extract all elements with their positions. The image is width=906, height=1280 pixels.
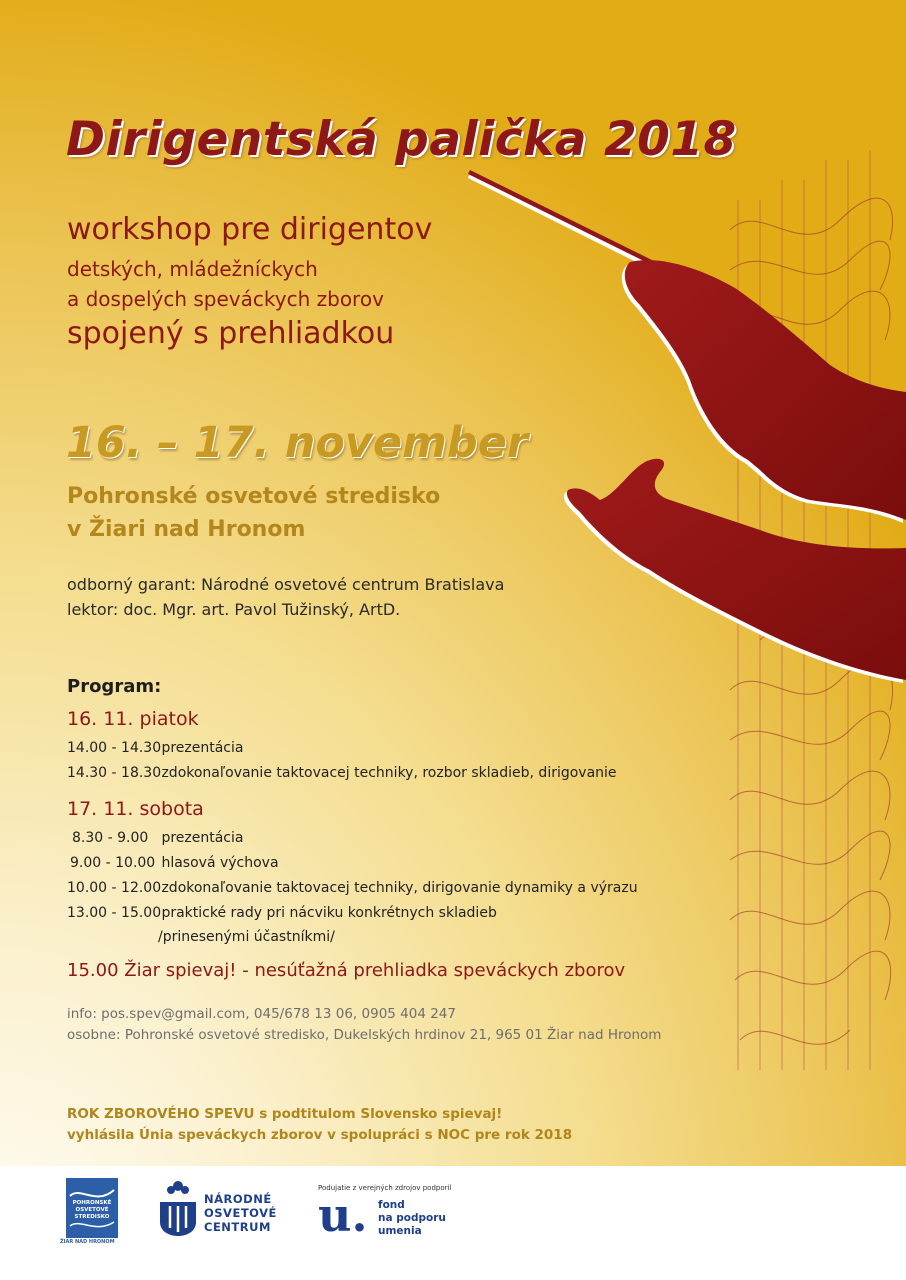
noc-emblem-icon bbox=[158, 1178, 198, 1238]
contact-info bbox=[67, 1004, 661, 1046]
fpu-logo-letter: u. bbox=[318, 1188, 368, 1242]
venue-line-1: Pohronské osvetové stredisko bbox=[67, 484, 441, 509]
schedule-text: zdokonaľovanie taktovacej techniky, rozbor skladieb, dirigovanie bbox=[161, 765, 617, 781]
year-announcement-line-2: vyhlásila Únia speváckych zborov v spolupráci s NOC pre rok 2018 bbox=[67, 1127, 573, 1143]
schedule-text: prezentácia bbox=[161, 740, 244, 756]
fpu-logo-line: na podporu bbox=[378, 1212, 446, 1224]
organizers bbox=[67, 572, 504, 622]
subtitle-line-3: a dospelých speváckych zborov bbox=[67, 287, 384, 311]
program-heading: Program: bbox=[67, 676, 162, 697]
pos-logo-text bbox=[68, 1200, 116, 1221]
schedule-row bbox=[67, 740, 243, 756]
venue-line-2: v Žiari nad Hronom bbox=[67, 517, 306, 542]
schedule-row bbox=[67, 905, 497, 921]
venue bbox=[67, 480, 440, 546]
day2-label: 17. 11. sobota bbox=[67, 798, 204, 820]
schedule-row bbox=[67, 880, 638, 896]
poster-title: Dirigentská palička 2018 bbox=[66, 112, 737, 167]
pos-logo-subtitle: ŽIAR NAD HRONOM bbox=[60, 1239, 115, 1245]
fpu-support-note: Podujatie z verejných zdrojov podporil bbox=[318, 1184, 452, 1192]
day1-label: 16. 11. piatok bbox=[67, 708, 199, 730]
garant-line: odborný garant: Národné osvetové centrum Bratislava bbox=[67, 575, 505, 594]
upper-arm bbox=[625, 260, 906, 520]
fpu-logo-text bbox=[378, 1199, 446, 1238]
noc-logo-line: OSVETOVÉ bbox=[204, 1206, 277, 1220]
fpu-logo-line: fond bbox=[378, 1199, 405, 1211]
final-event: 15.00 Žiar spievaj! - nesúťažná prehliadka speváckych zborov bbox=[67, 960, 626, 981]
subtitle-target bbox=[67, 254, 384, 314]
schedule-time: 13.00 - 15.00 bbox=[67, 905, 162, 921]
event-dates: 16. – 17. november bbox=[66, 418, 529, 468]
schedule-time: 10.00 - 12.00 bbox=[67, 880, 162, 896]
noc-logo-line: NÁRODNÉ bbox=[204, 1192, 272, 1206]
contact-info-line: info: pos.spev@gmail.com, 045/678 13 06, 0905 404 247 bbox=[67, 1006, 456, 1022]
schedule-row-note bbox=[158, 929, 335, 945]
year-announcement bbox=[67, 1104, 572, 1146]
pos-logo-line: STREDISKO bbox=[74, 1214, 110, 1220]
contact-address-line: osobne: Pohronské osvetové stredisko, Dukelských hrdinov 21, 965 01 Žiar nad Hronom bbox=[67, 1027, 662, 1043]
schedule-time: 14.00 - 14.30 bbox=[67, 740, 162, 756]
noc-logo-text bbox=[204, 1192, 277, 1234]
schedule-row bbox=[70, 855, 279, 871]
fpu-logo-line: umenia bbox=[378, 1225, 422, 1237]
schedule-row bbox=[72, 830, 243, 846]
schedule-row bbox=[67, 765, 617, 781]
subtitle-line-2: detských, mládežníckych bbox=[67, 257, 318, 281]
subtitle-prehliadka: spojený s prehliadkou bbox=[67, 316, 395, 351]
logo-bar bbox=[0, 1166, 906, 1280]
noc-logo-line: CENTRUM bbox=[204, 1220, 271, 1234]
year-announcement-line-1: ROK ZBOROVÉHO SPEVU s podtitulom Slovensko spievaj! bbox=[67, 1106, 503, 1122]
pos-logo-line: OSVETOVÉ bbox=[75, 1207, 109, 1213]
schedule-time: 9.00 - 10.00 bbox=[70, 855, 156, 871]
pos-logo-line: POHRONSKÉ bbox=[72, 1200, 112, 1206]
schedule-time: 14.30 - 18.30 bbox=[67, 765, 162, 781]
schedule-time: 8.30 - 9.00 bbox=[72, 830, 149, 846]
pos-logo bbox=[66, 1178, 118, 1238]
schedule-text: /prinesenými účastníkmi/ bbox=[158, 929, 335, 945]
subtitle-workshop: workshop pre dirigentov bbox=[67, 212, 433, 247]
schedule-text: zdokonaľovanie taktovacej techniky, dirigovanie dynamiky a výrazu bbox=[161, 880, 638, 896]
schedule-text: hlasová výchova bbox=[161, 855, 279, 871]
schedule-text: praktické rady pri nácviku konkrétnych skladieb bbox=[161, 905, 497, 921]
lektor-line: lektor: doc. Mgr. art. Pavol Tužinský, ArtD. bbox=[67, 600, 401, 619]
schedule-text: prezentácia bbox=[161, 830, 244, 846]
